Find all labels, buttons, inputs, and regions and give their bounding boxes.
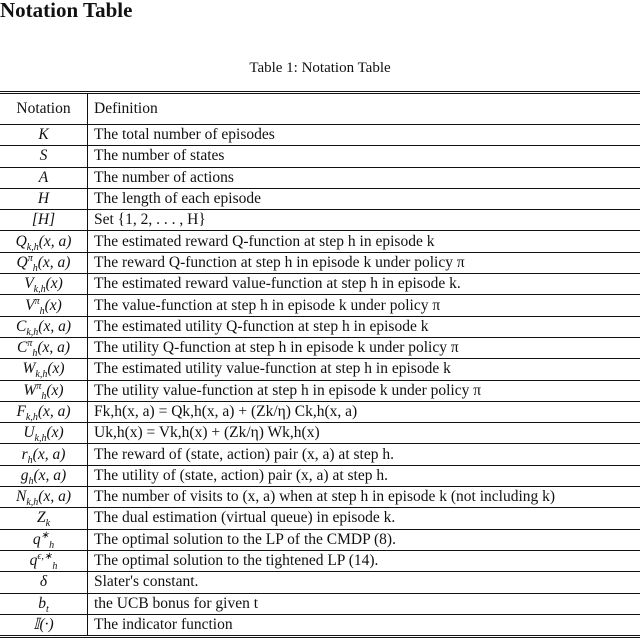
notation-cell — [0, 210, 88, 231]
notation-cell — [0, 316, 88, 337]
notation-table — [0, 91, 640, 638]
definition-cell: The number of visits to (x, a) when at step h in episode k (not including k) — [88, 487, 640, 508]
notation-symbol: V — [25, 297, 34, 314]
notation-symbol: N — [16, 488, 26, 505]
definition-cell: Fk,h(x, a) = Qk,h(x, a) + (Zk/η) Ck,h(x, a) — [88, 401, 640, 422]
notation-cell — [0, 337, 88, 358]
notation-cell — [0, 550, 88, 571]
notation-subscript: k — [46, 519, 50, 530]
definition-cell: The optimal solution to the LP of the CMDP (8). — [88, 529, 640, 550]
notation-symbol: b — [38, 595, 46, 612]
notation-cell — [0, 593, 88, 614]
definition-cell: The utility Q-function at step h in episode k under policy π — [88, 337, 640, 358]
definition-cell: The utility of (state, action) pair (x, a) at step h. — [88, 465, 640, 486]
table-row — [0, 359, 640, 380]
definition-cell: The length of each episode — [88, 188, 640, 209]
notation-symbol: Z — [37, 509, 46, 526]
notation-subscript: h — [29, 476, 34, 487]
notation-subscript: k,h — [35, 433, 47, 444]
notation-args: (x) — [46, 424, 63, 441]
notation-cell — [0, 401, 88, 422]
definition-cell: The number of states — [88, 146, 640, 167]
notation-cell — [0, 465, 88, 486]
notation-args: (x, a) — [38, 318, 71, 335]
notation-subscript: h — [52, 561, 57, 572]
notation-subscript: k,h — [26, 412, 38, 423]
table-row — [0, 316, 640, 337]
notation-symbol: W — [23, 382, 36, 399]
notation-superscript: ∗ — [41, 530, 49, 541]
table-row — [0, 210, 640, 231]
notation-symbol: r — [22, 446, 28, 463]
notation-cell — [0, 359, 88, 380]
notation-superscript: π — [27, 338, 32, 349]
definition-cell: The dual estimation (virtual queue) in episode k. — [88, 508, 640, 529]
table-header-row — [0, 93, 640, 125]
notation-symbol: S — [40, 147, 48, 164]
definition-cell: The value-function at step h in episode k under policy π — [88, 295, 640, 316]
notation-symbol: g — [21, 467, 29, 484]
table-row — [0, 274, 640, 295]
notation-subscript: k,h — [27, 242, 39, 253]
definition-cell: The number of actions — [88, 167, 640, 188]
notation-cell — [0, 167, 88, 188]
definition-cell: The reward of (state, action) pair (x, a) at step h. — [88, 444, 640, 465]
notation-subscript: t — [46, 604, 49, 615]
table-row — [0, 487, 640, 508]
table-row — [0, 380, 640, 401]
notation-cell — [0, 146, 88, 167]
table-row — [0, 295, 640, 316]
notation-symbol: A — [39, 169, 48, 186]
notation-subscript: k,h — [34, 284, 46, 295]
notation-cell — [0, 508, 88, 529]
table-row — [0, 167, 640, 188]
definition-cell: The estimated reward Q-function at step h in episode k — [88, 231, 640, 252]
notation-cell — [0, 125, 88, 146]
definition-cell: The estimated utility Q-function at step h in episode k — [88, 316, 640, 337]
notation-cell — [0, 423, 88, 444]
notation-subscript: h — [40, 306, 45, 317]
notation-args: (x) — [46, 382, 63, 399]
definition-cell: The estimated utility value-function at step h in episode k — [88, 359, 640, 380]
definition-cell: Uk,h(x) = Vk,h(x) + (Zk/η) Wk,h(x) — [88, 423, 640, 444]
table-row — [0, 423, 640, 444]
notation-args: (x, a) — [39, 233, 72, 250]
table-row — [0, 188, 640, 209]
notation-symbol: C — [16, 318, 26, 335]
notation-subscript: h — [41, 391, 46, 402]
notation-symbol: V — [24, 275, 33, 292]
definition-cell: the UCB bonus for given t — [88, 593, 640, 614]
notation-symbol: q — [33, 531, 41, 548]
notation-cell — [0, 295, 88, 316]
table-row — [0, 231, 640, 252]
table-row — [0, 337, 640, 358]
notation-args: (x, a) — [33, 446, 66, 463]
notation-symbol: H — [38, 190, 49, 207]
definition-cell: The reward Q-function at step h in episode k under policy π — [88, 252, 640, 273]
notation-symbol: Q — [16, 233, 27, 250]
table-row — [0, 125, 640, 146]
notation-symbol: F — [16, 403, 25, 420]
table-row — [0, 529, 640, 550]
definition-cell: Slater's constant. — [88, 572, 640, 593]
table-row — [0, 401, 640, 422]
notation-subscript: k,h — [35, 370, 47, 381]
notation-cell — [0, 188, 88, 209]
notation-superscript: π — [28, 253, 33, 264]
table-row — [0, 444, 640, 465]
table-row — [0, 593, 640, 614]
table-row — [0, 465, 640, 486]
notation-superscript: π — [36, 381, 41, 392]
table-row — [0, 252, 640, 273]
notation-symbol: δ — [40, 573, 47, 590]
notation-cell — [0, 529, 88, 550]
table-row — [0, 550, 640, 571]
table-row — [0, 508, 640, 529]
table-row — [0, 614, 640, 636]
definition-cell: The indicator function — [88, 614, 640, 636]
notation-symbol: Q — [17, 254, 28, 271]
definition-cell: Set {1, 2, . . . , H} — [88, 210, 640, 231]
notation-args: (x) — [47, 360, 64, 377]
notation-args: (·) — [39, 616, 53, 633]
notation-cell — [0, 614, 88, 636]
definition-cell: The optimal solution to the tightened LP (14). — [88, 550, 640, 571]
notation-symbol: W — [22, 360, 35, 377]
notation-symbol: K — [38, 126, 48, 143]
definition-cell: The utility value-function at step h in episode k under policy π — [88, 380, 640, 401]
definition-cell: The estimated reward value-function at step h in episode k. — [88, 274, 640, 295]
notation-cell — [0, 274, 88, 295]
section-heading: Notation Table — [0, 0, 132, 23]
table-caption: Table 1: Notation Table — [0, 60, 640, 77]
table-row — [0, 146, 640, 167]
notation-subscript: k,h — [26, 497, 38, 508]
notation-args: (x) — [46, 275, 63, 292]
notation-args: (x, a) — [38, 488, 71, 505]
notation-cell — [0, 487, 88, 508]
notation-subscript: h — [33, 263, 38, 274]
notation-symbol: 𝕀 — [33, 616, 39, 633]
notation-subscript: h — [49, 540, 54, 551]
header-definition: Definition — [88, 93, 640, 125]
notation-args: (x, a) — [38, 254, 71, 271]
notation-subscript: h — [32, 348, 37, 359]
header-notation: Notation — [0, 93, 88, 125]
notation-cell — [0, 252, 88, 273]
notation-args: (x) — [45, 297, 62, 314]
notation-args: (x, a) — [38, 403, 71, 420]
notation-symbol: C — [17, 339, 27, 356]
notation-symbol: [H] — [32, 211, 55, 228]
notation-superscript: ϵ,∗ — [37, 551, 52, 562]
definition-cell: The total number of episodes — [88, 125, 640, 146]
notation-symbol: q — [30, 552, 38, 569]
notation-superscript: π — [35, 295, 40, 306]
notation-cell — [0, 231, 88, 252]
notation-symbol: U — [23, 424, 34, 441]
notation-cell — [0, 380, 88, 401]
table-row — [0, 572, 640, 593]
notation-args: (x, a) — [34, 467, 67, 484]
notation-args: (x, a) — [37, 339, 70, 356]
notation-cell — [0, 572, 88, 593]
notation-subscript: h — [28, 455, 33, 466]
notation-subscript: k,h — [26, 327, 38, 338]
notation-cell — [0, 444, 88, 465]
